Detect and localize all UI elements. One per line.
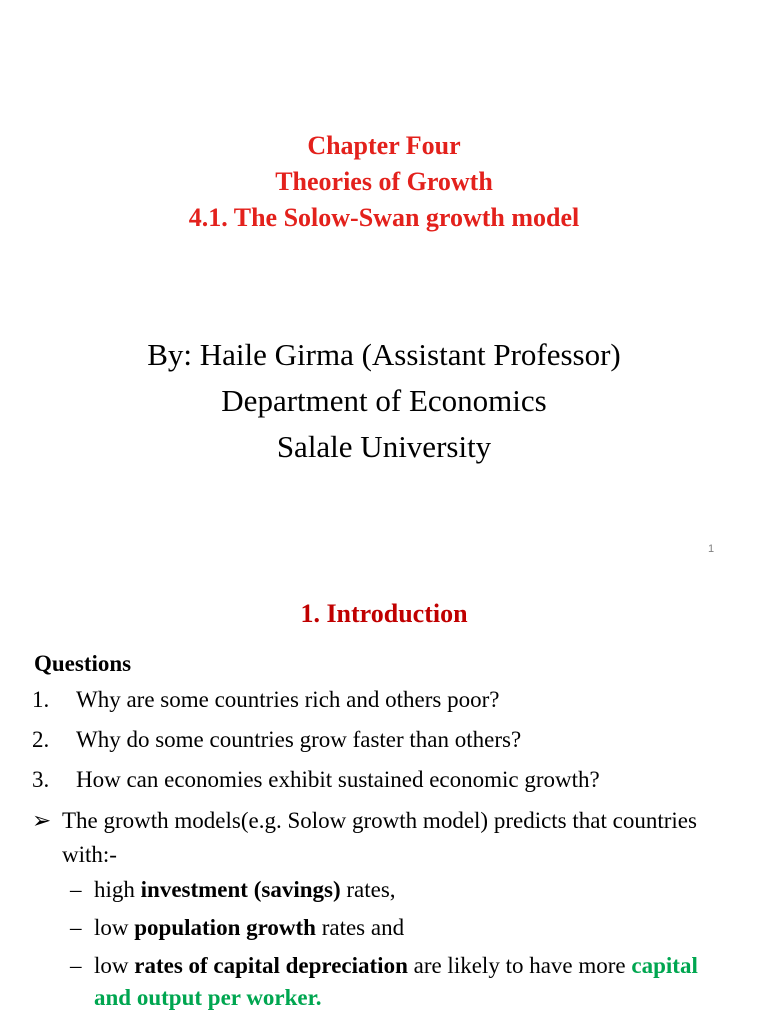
highlight-text: capital and output per worker.: [94, 953, 698, 1010]
dash-item-text: [94, 950, 730, 1014]
question-text: Why do some countries grow faster than others?: [76, 727, 522, 752]
dash-item-post: are likely to have more: [407, 953, 632, 978]
page-number: 1: [708, 543, 715, 555]
dash-bullet-icon: –: [70, 877, 82, 902]
dash-bullet-icon: –: [70, 915, 82, 940]
department-line: Department of Economics: [221, 383, 547, 418]
dash-item-post: rates,: [340, 877, 396, 902]
dash-item-bold: population growth: [134, 915, 316, 940]
section-heading: 1. Introduction: [300, 599, 468, 628]
list-number: 3.: [32, 767, 50, 792]
question-text: Why are some countries rich and others poor?: [76, 687, 500, 712]
dash-item-post: rates and: [315, 915, 405, 940]
list-item: [32, 724, 752, 764]
questions-list: [32, 684, 752, 804]
dash-item-text: [94, 874, 730, 906]
dash-list: [70, 874, 730, 1020]
dash-bullet-icon: –: [70, 953, 82, 978]
introduction-slide: [0, 570, 768, 1024]
author-block: [0, 332, 768, 470]
author-line: By: Haile Girma (Assistant Professor): [147, 337, 621, 372]
list-number: 1.: [32, 687, 50, 712]
dash-item-pre: low: [94, 915, 135, 940]
dash-item-text: [94, 912, 730, 944]
arrow-bullet-text: The growth models(e.g. Solow growth model) predicts that countries with:-: [62, 808, 697, 867]
dash-item-bold: rates of capital depreciation: [134, 953, 408, 978]
list-number: 2.: [32, 727, 50, 752]
chapter-subtitle: Theories of Growth: [275, 167, 493, 196]
title-block: [0, 128, 768, 236]
list-item: [70, 874, 730, 906]
dash-item-bold: investment (savings): [140, 877, 341, 902]
list-item: [70, 950, 730, 1014]
arrow-bullet-icon: ➢: [32, 808, 52, 833]
chapter-title: Chapter Four: [307, 131, 461, 160]
list-item: [32, 684, 752, 724]
university-line: Salale University: [276, 429, 492, 464]
list-item: [32, 764, 752, 804]
questions-heading: Questions: [34, 651, 132, 676]
section-title: 4.1. The Solow-Swan growth model: [188, 203, 580, 232]
dash-item-pre: low: [94, 953, 135, 978]
dash-item-pre: high: [94, 877, 141, 902]
list-item: [70, 912, 730, 944]
question-text: How can economies exhibit sustained economic growth?: [76, 767, 600, 792]
